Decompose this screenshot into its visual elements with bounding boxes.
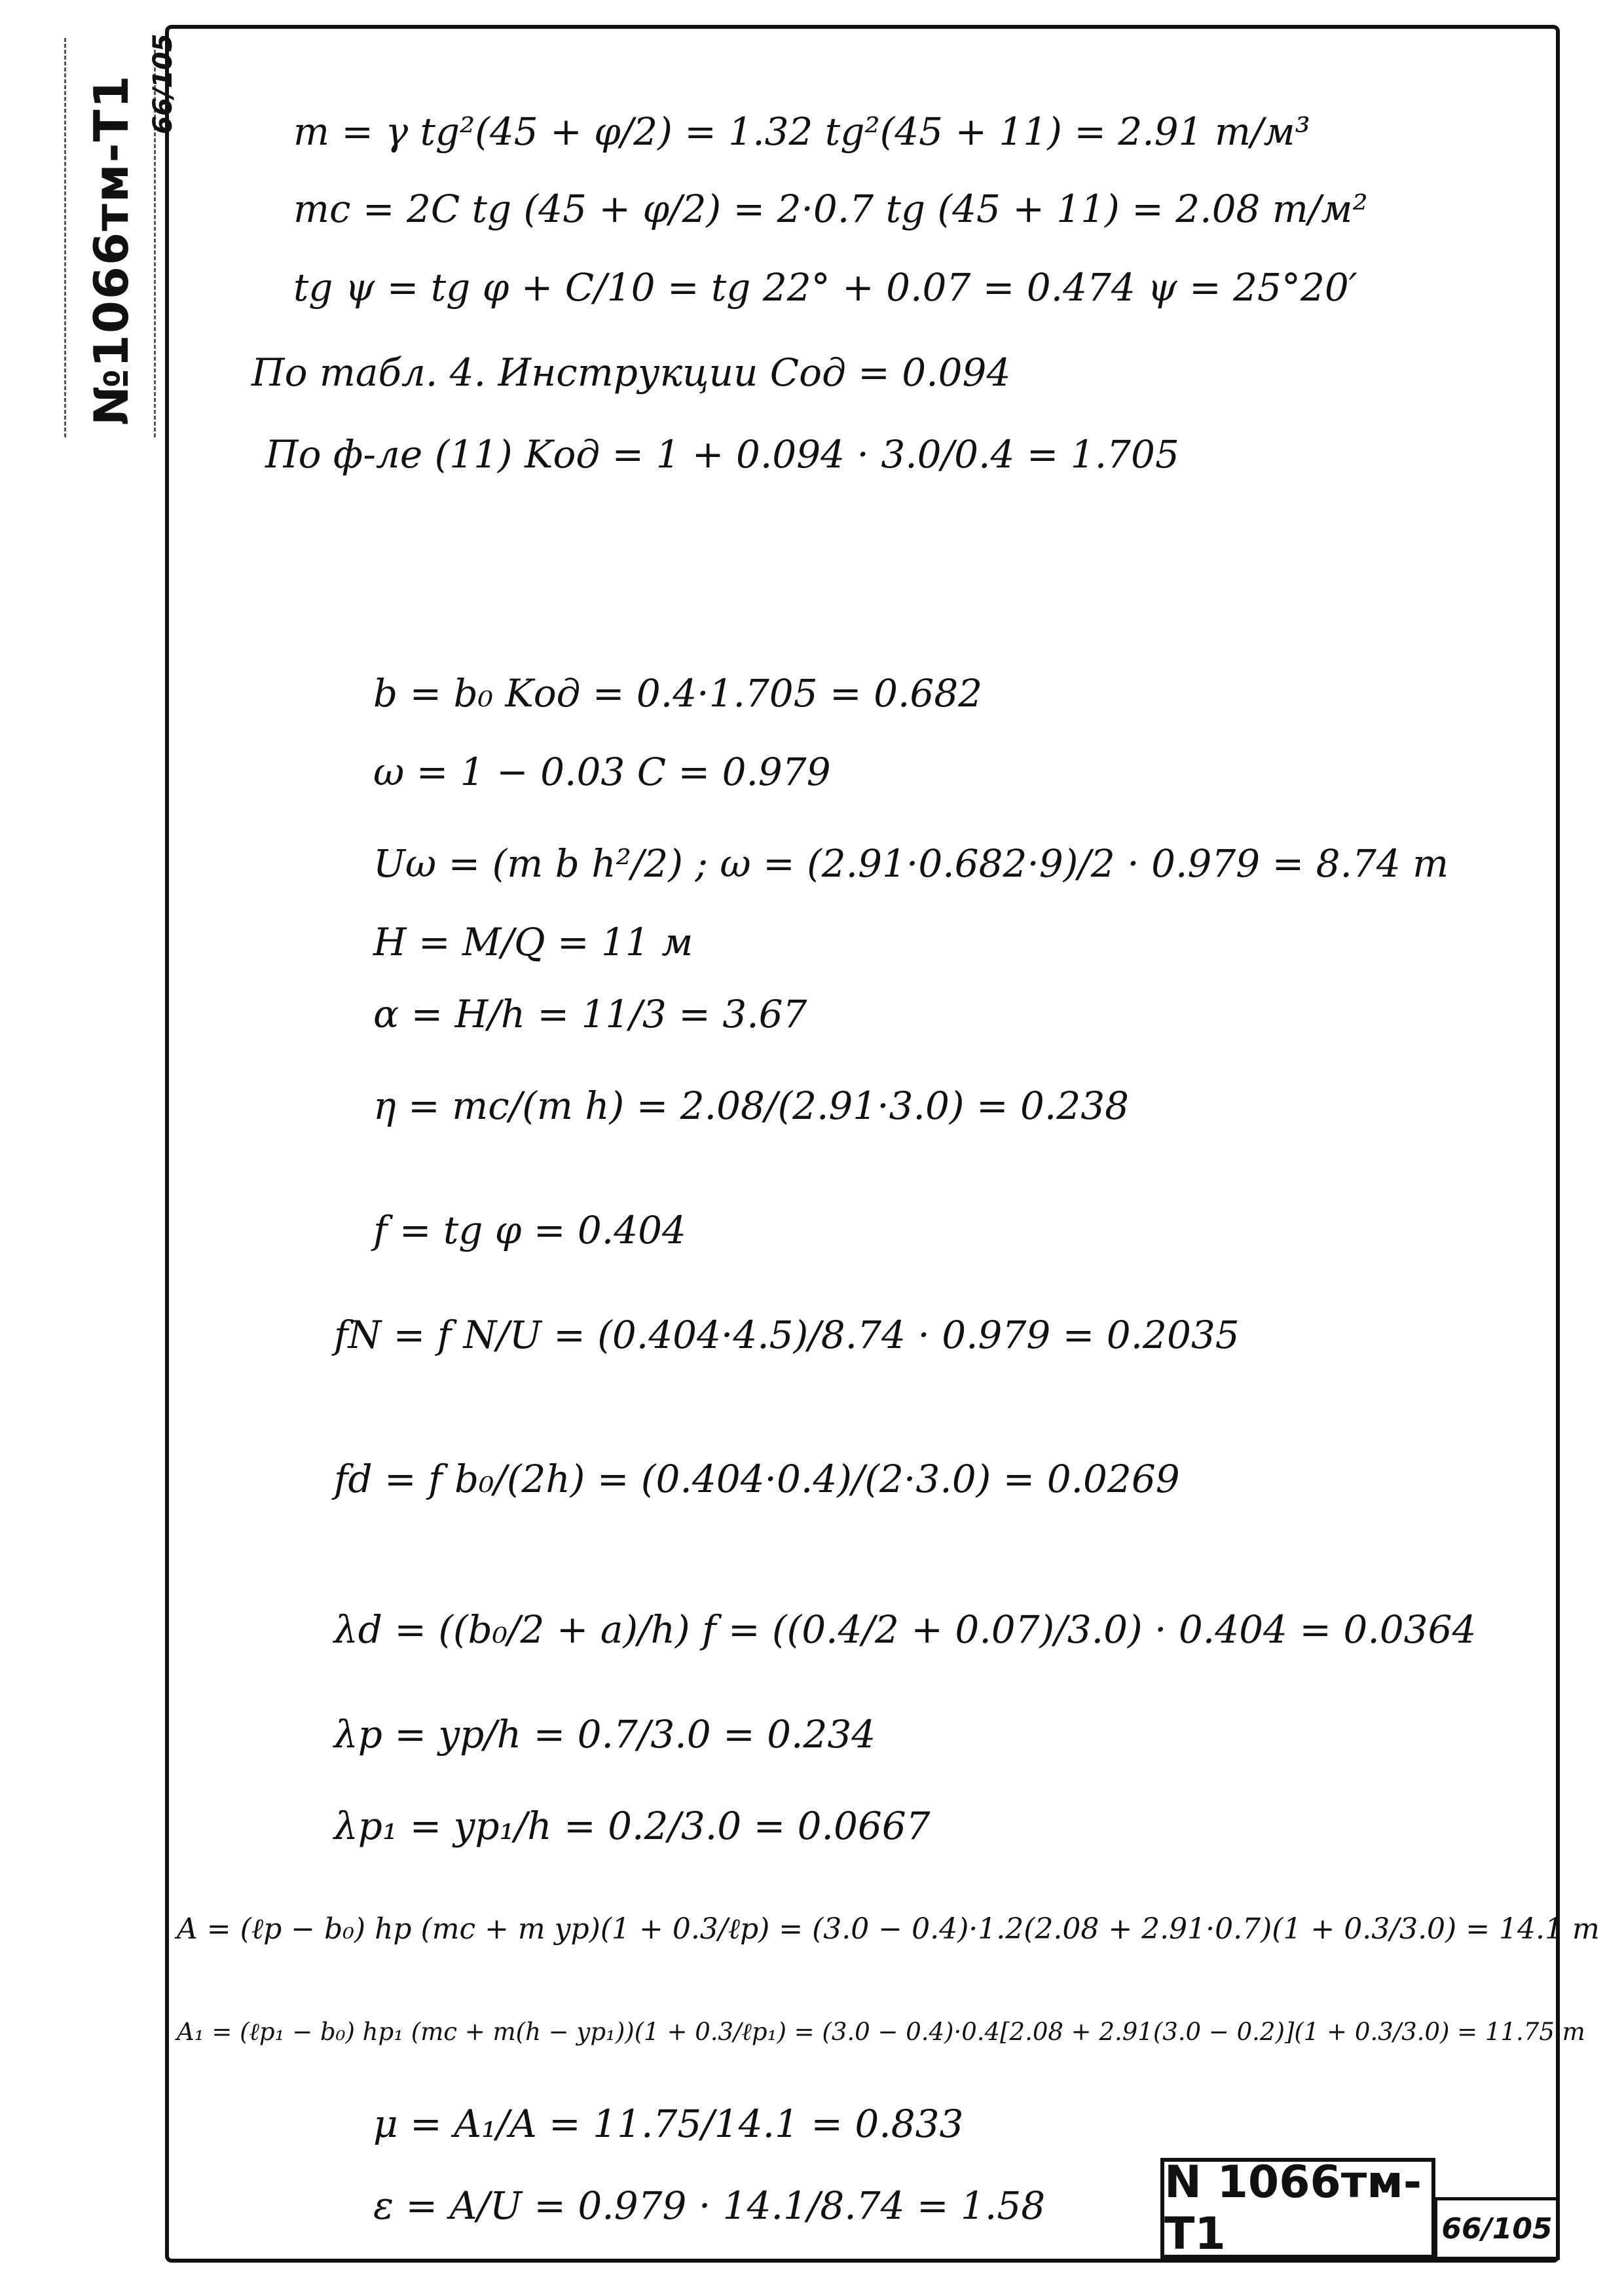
text-table-reference: По табл. 4. Инструкции Cод = 0.094: [251, 350, 1011, 395]
formula-alpha: α = H/h = 11/3 = 3.67: [373, 992, 807, 1036]
formula-a: A = (ℓp − b₀) hp (mc + m yp)(1 + 0.3/ℓp) = (3.0 − 0.4)·1.2(2.08 + 2.91·0.7)(1 + 0.3/3.0) = 14.1 т: [177, 1912, 1600, 1946]
formula-b: b = b₀ Kод = 0.4·1.705 = 0.682: [373, 671, 983, 716]
formula-f: f = tg φ = 0.404: [373, 1208, 686, 1252]
formula-mu: μ = A₁/A = 11.75/14.1 = 0.833: [373, 2102, 964, 2146]
formula-lambda-d: λd = ((b₀/2 + a)/h) f = ((0.4/2 + 0.07)/3.0) · 0.404 = 0.0364: [334, 1607, 1477, 1652]
margin-page-number: 66/105: [148, 33, 178, 134]
formula-epsilon: ε = A/U = 0.979 · 14.1/8.74 = 1.58: [373, 2183, 1046, 2228]
formula-eta: η = mc/(m h) = 2.08/(2.91·3.0) = 0.238: [373, 1084, 1130, 1128]
stamp-page-number: 66/105: [1434, 2197, 1560, 2260]
formula-fn: fN = f N/U = (0.404·4.5)/8.74 · 0.979 = 0.2035: [334, 1313, 1240, 1357]
formula-mc: mc = 2C tg (45 + φ/2) = 2·0.7 tg (45 + 11) = 2.08 т/м²: [293, 187, 1368, 231]
formula-h: H = M/Q = 11 м: [373, 920, 693, 964]
formula-u-omega: Uω = (m b h²/2) ; ω = (2.91·0.682·9)/2 · 0.979 = 8.74 т: [373, 841, 1449, 886]
document-stamp: [1160, 2158, 1435, 2259]
margin-document-code: №1066тм-Т1: [84, 74, 139, 426]
formula-lambda-p: λp = yp/h = 0.7/3.0 = 0.234: [334, 1712, 876, 1757]
stamp-document-code: N 1066тм-Т1: [1164, 2157, 1422, 2260]
formula-tg-psi: tg ψ = tg φ + C/10 = tg 22° + 0.07 = 0.474 ψ = 25°20′: [293, 265, 1357, 310]
formula-kod: По ф-ле (11) Kод = 1 + 0.094 · 3.0/0.4 = 1.705: [265, 432, 1179, 477]
formula-lambda-p1: λp₁ = yp₁/h = 0.2/3.0 = 0.0667: [334, 1804, 931, 1848]
formula-omega: ω = 1 − 0.03 C = 0.979: [373, 750, 831, 794]
formula-fd: fd = f b₀/(2h) = (0.404·0.4)/(2·3.0) = 0.0269: [334, 1457, 1180, 1501]
formula-a1: A₁ = (ℓp₁ − b₀) hp₁ (mc + m(h − yp₁))(1 + 0.3/ℓp₁) = (3.0 − 0.4)·0.4[2.08 + 2.91(3.0 − 0.2)](1 + 0.3/3.0) = 11.75 т: [177, 2018, 1585, 2046]
formula-m: m = γ tg²(45 + φ/2) = 1.32 tg²(45 + 11) = 2.91 т/м³: [293, 109, 1310, 154]
